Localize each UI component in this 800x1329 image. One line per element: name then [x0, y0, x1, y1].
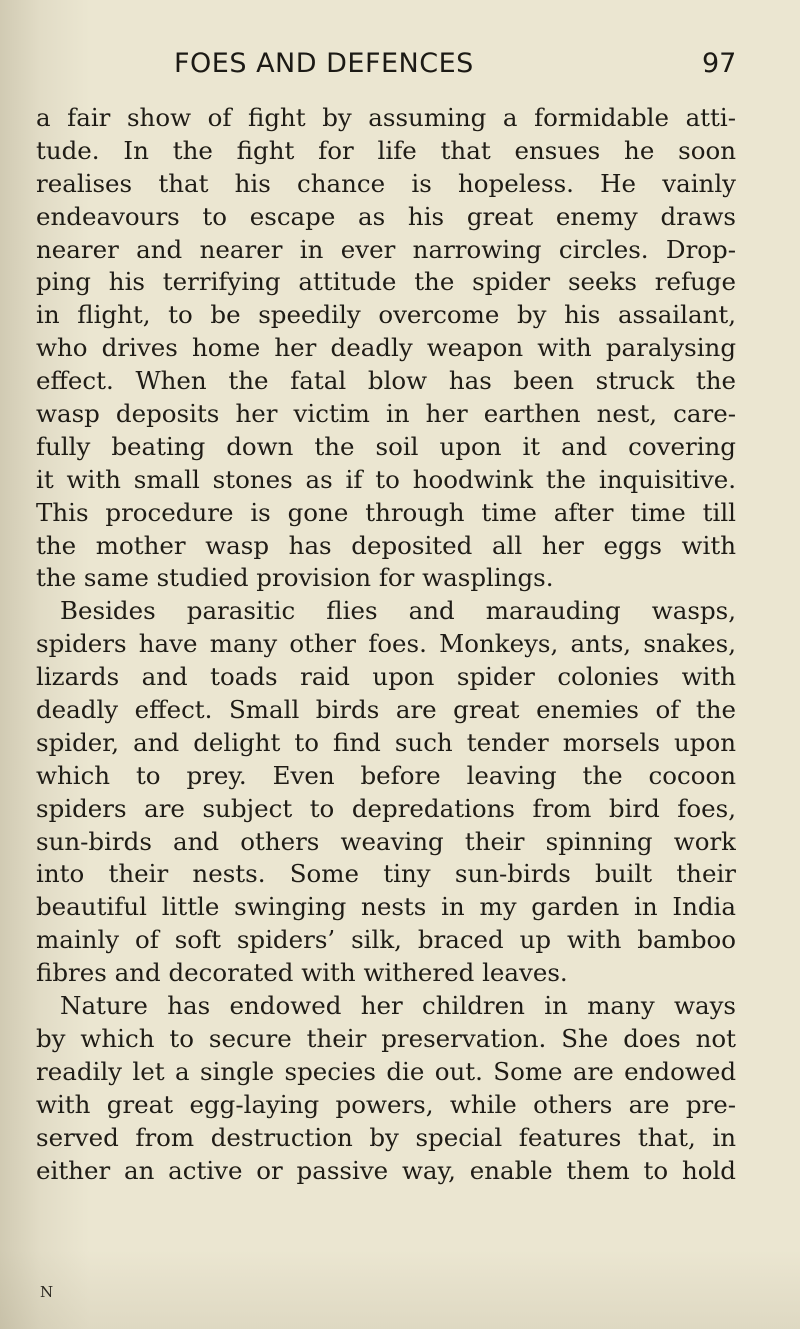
text-line: beautiful little swinging nests in my garden in India: [36, 892, 736, 922]
text-line: spiders have many other foes. Monkeys, ants, snakes,: [36, 629, 736, 659]
text-line: spider, and delight to find such tender morsels upon: [36, 727, 736, 757]
running-head: [0, 48, 800, 88]
text-line: deadly effect. Small birds are great enemies of the: [36, 695, 736, 725]
text-line: lizards and toads raid upon spider colonies with: [36, 662, 736, 692]
text-line: Nature has endowed her children in many ways: [60, 991, 736, 1021]
text-line: realises that his chance is hopeless. He vainly: [36, 168, 736, 198]
body-text: [36, 102, 736, 1187]
text-line: fully beating down the soil upon it and covering: [36, 431, 736, 461]
running-title: FOES AND DEFENCES: [174, 48, 474, 79]
text-line: it with small stones as if to hoodwink the inquisitive.: [36, 464, 736, 494]
text-line: readily let a single species die out. Some are endowed: [36, 1056, 736, 1086]
text-line: by which to secure their preservation. She does not: [36, 1023, 736, 1053]
text-line: served from destruction by special features that, in: [36, 1122, 736, 1152]
text-line: either an active or passive way, enable them to hold: [36, 1155, 736, 1185]
text-line: a fair show of fight by assuming a formidable atti-: [36, 103, 736, 132]
text-line: who drives home her deadly weapon with paralysing: [36, 333, 736, 363]
text-line: ping his terrifying attitude the spider seeks refuge: [36, 267, 736, 297]
text-line: wasp deposits her victim in her earthen nest, care-: [36, 399, 736, 429]
text-line: the mother wasp has deposited all her eggs with: [36, 530, 736, 560]
text-line: with great egg-laying powers, while others are pre-: [36, 1089, 736, 1119]
text-line: fibres and decorated with withered leaves.: [36, 958, 568, 988]
signature-mark: N: [40, 1283, 54, 1301]
text-line: spiders are subject to depredations from bird foes,: [36, 793, 736, 823]
text-line: Besides parasitic flies and marauding wasps,: [60, 596, 736, 626]
text-line: This procedure is gone through time after time till: [36, 497, 736, 527]
text-line: which to prey. Even before leaving the cocoon: [36, 760, 736, 790]
text-line: effect. When the fatal blow has been struck the: [36, 366, 736, 396]
text-line: sun-birds and others weaving their spinning work: [36, 826, 736, 856]
text-line: mainly of soft spiders’ silk, braced up with bamboo: [36, 925, 736, 955]
text-line: in flight, to be speedily overcome by his assailant,: [36, 300, 736, 330]
text-line: tude. In the fight for life that ensues he soon: [36, 135, 736, 165]
text-line: the same studied provision for wasplings.: [36, 563, 554, 593]
text-line: nearer and nearer in ever narrowing circles. Drop-: [36, 234, 736, 264]
page-number: 97: [702, 48, 737, 79]
text-line: into their nests. Some tiny sun-birds built their: [36, 859, 736, 889]
text-line: endeavours to escape as his great enemy draws: [36, 201, 736, 231]
